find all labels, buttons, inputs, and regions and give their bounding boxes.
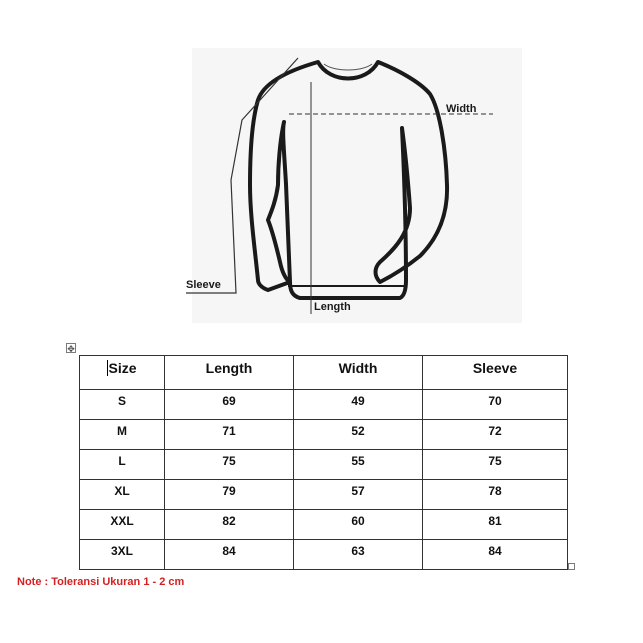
cell-sleeve: 75 (423, 450, 568, 480)
move-arrows-icon[interactable]: ✥ (67, 344, 75, 354)
cell-length: 71 (165, 420, 294, 450)
cell-length: 75 (165, 450, 294, 480)
table-row (80, 390, 568, 420)
table-row (80, 510, 568, 540)
tolerance-note: Note : Toleransi Ukuran 1 - 2 cm (17, 576, 185, 588)
table-row (80, 450, 568, 480)
cell-length: 69 (165, 390, 294, 420)
table-row (80, 480, 568, 510)
cell-size: S (80, 390, 165, 420)
sleeve-label: Sleeve (186, 279, 221, 291)
cell-size: XL (80, 480, 165, 510)
width-label: Width (446, 103, 477, 115)
resize-square-icon[interactable] (568, 563, 575, 570)
cell-sleeve: 72 (423, 420, 568, 450)
cell-width: 52 (294, 420, 423, 450)
cell-length: 84 (165, 540, 294, 570)
table-header-row (80, 356, 568, 390)
header-size: Size (80, 356, 165, 390)
cell-width: 60 (294, 510, 423, 540)
cell-width: 55 (294, 450, 423, 480)
cell-sleeve: 70 (423, 390, 568, 420)
cell-width: 63 (294, 540, 423, 570)
cell-size: 3XL (80, 540, 165, 570)
header-length: Length (165, 356, 294, 390)
cell-size: XXL (80, 510, 165, 540)
table-row (80, 420, 568, 450)
header-sleeve: Sleeve (423, 356, 568, 390)
cell-width: 49 (294, 390, 423, 420)
cell-sleeve: 81 (423, 510, 568, 540)
size-chart-table (79, 355, 568, 570)
cell-size: L (80, 450, 165, 480)
cell-sleeve: 78 (423, 480, 568, 510)
header-width: Width (294, 356, 423, 390)
cell-size: M (80, 420, 165, 450)
length-label: Length (314, 301, 351, 313)
cell-width: 57 (294, 480, 423, 510)
cell-length: 82 (165, 510, 294, 540)
cell-length: 79 (165, 480, 294, 510)
cell-sleeve: 84 (423, 540, 568, 570)
table-row (80, 540, 568, 570)
